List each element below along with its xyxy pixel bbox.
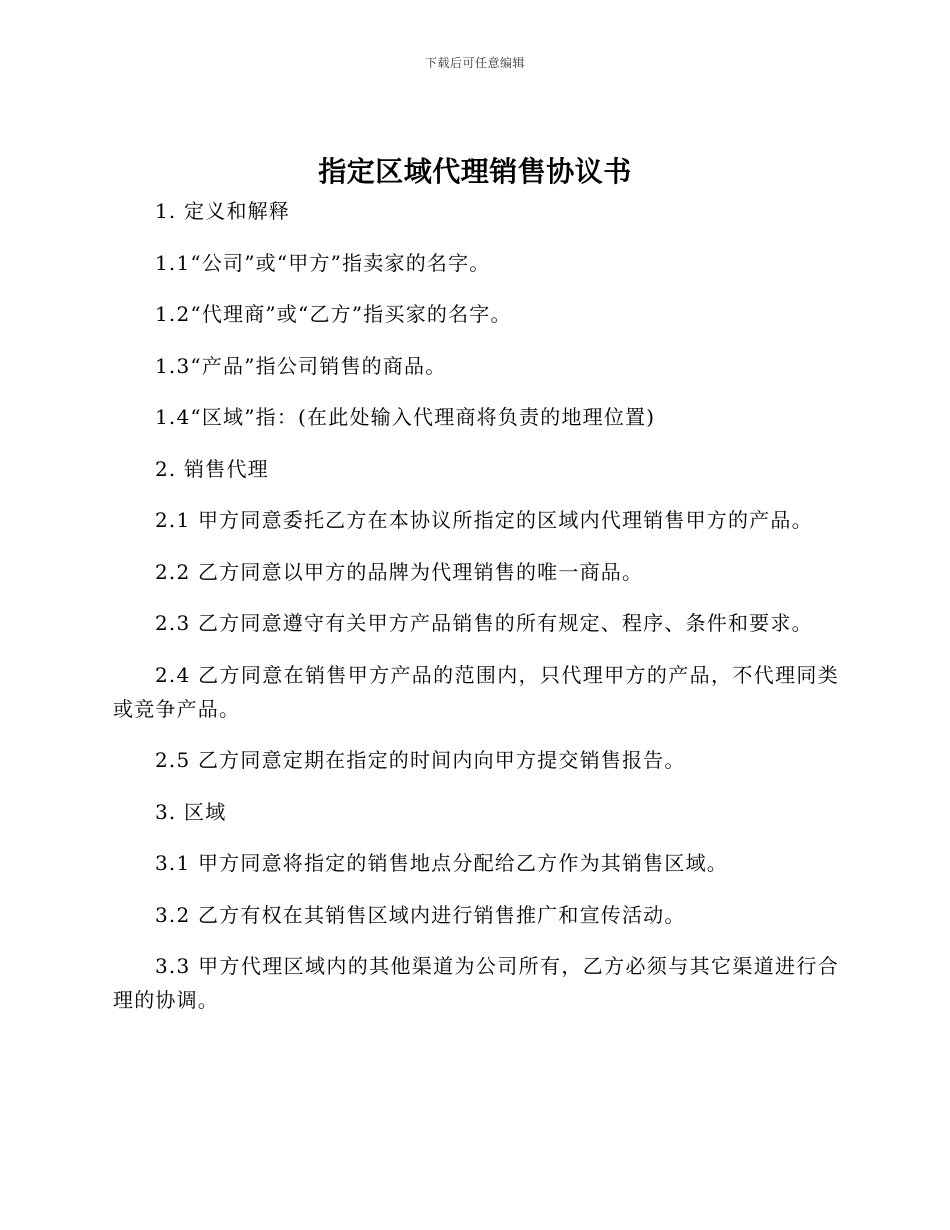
clause-3-3: 3.3 甲方代理区域内的其他渠道为公司所有，乙方必须与其它渠道进行合理的协调。 <box>113 954 839 1012</box>
clause-3-1: 3.1 甲方同意将指定的销售地点分配给乙方作为其销售区域。 <box>155 851 728 875</box>
clause-2-2: 2.2 乙方同意以甲方的品牌为代理销售的唯一商品。 <box>155 559 644 584</box>
clause-3-2: 3.2 乙方有权在其销售区域内进行销售推广和宣传活动。 <box>155 902 686 927</box>
document-title: 指定区域代理销售协议书 <box>318 155 632 188</box>
section-heading-sales-agency: 2. 销售代理 <box>155 456 269 481</box>
document-body <box>113 194 839 1035</box>
header-note: 下载后可任意编辑 <box>424 56 525 70</box>
clause-1-2: 1.2“代理商”或“乙方”指买家的名字。 <box>155 302 512 326</box>
clause-1-4: 1.4“区域”指：(在此处输入代理商将负责的地理位置) <box>155 405 656 429</box>
clause-2-3: 2.3 乙方同意遵守有关甲方产品销售的所有规定、程序、条件和要求。 <box>155 611 813 635</box>
clause-1-1: 1.1“公司”或“甲方”指卖家的名字。 <box>155 250 491 275</box>
section-heading-definitions: 1. 定义和解释 <box>155 199 291 223</box>
clause-2-5: 2.5 乙方同意定期在指定的时间内向甲方提交销售报告。 <box>155 748 686 772</box>
clause-2-1: 2.1 甲方同意委托乙方在本协议所指定的区域内代理销售甲方的产品。 <box>155 508 813 532</box>
section-heading-territory: 3. 区域 <box>155 799 227 824</box>
clause-2-4: 2.4 乙方同意在销售甲方产品的范围内，只代理甲方的产品，不代理同类或竞争产品。 <box>113 662 839 721</box>
clause-1-3: 1.3“产品”指公司销售的商品。 <box>155 353 447 378</box>
